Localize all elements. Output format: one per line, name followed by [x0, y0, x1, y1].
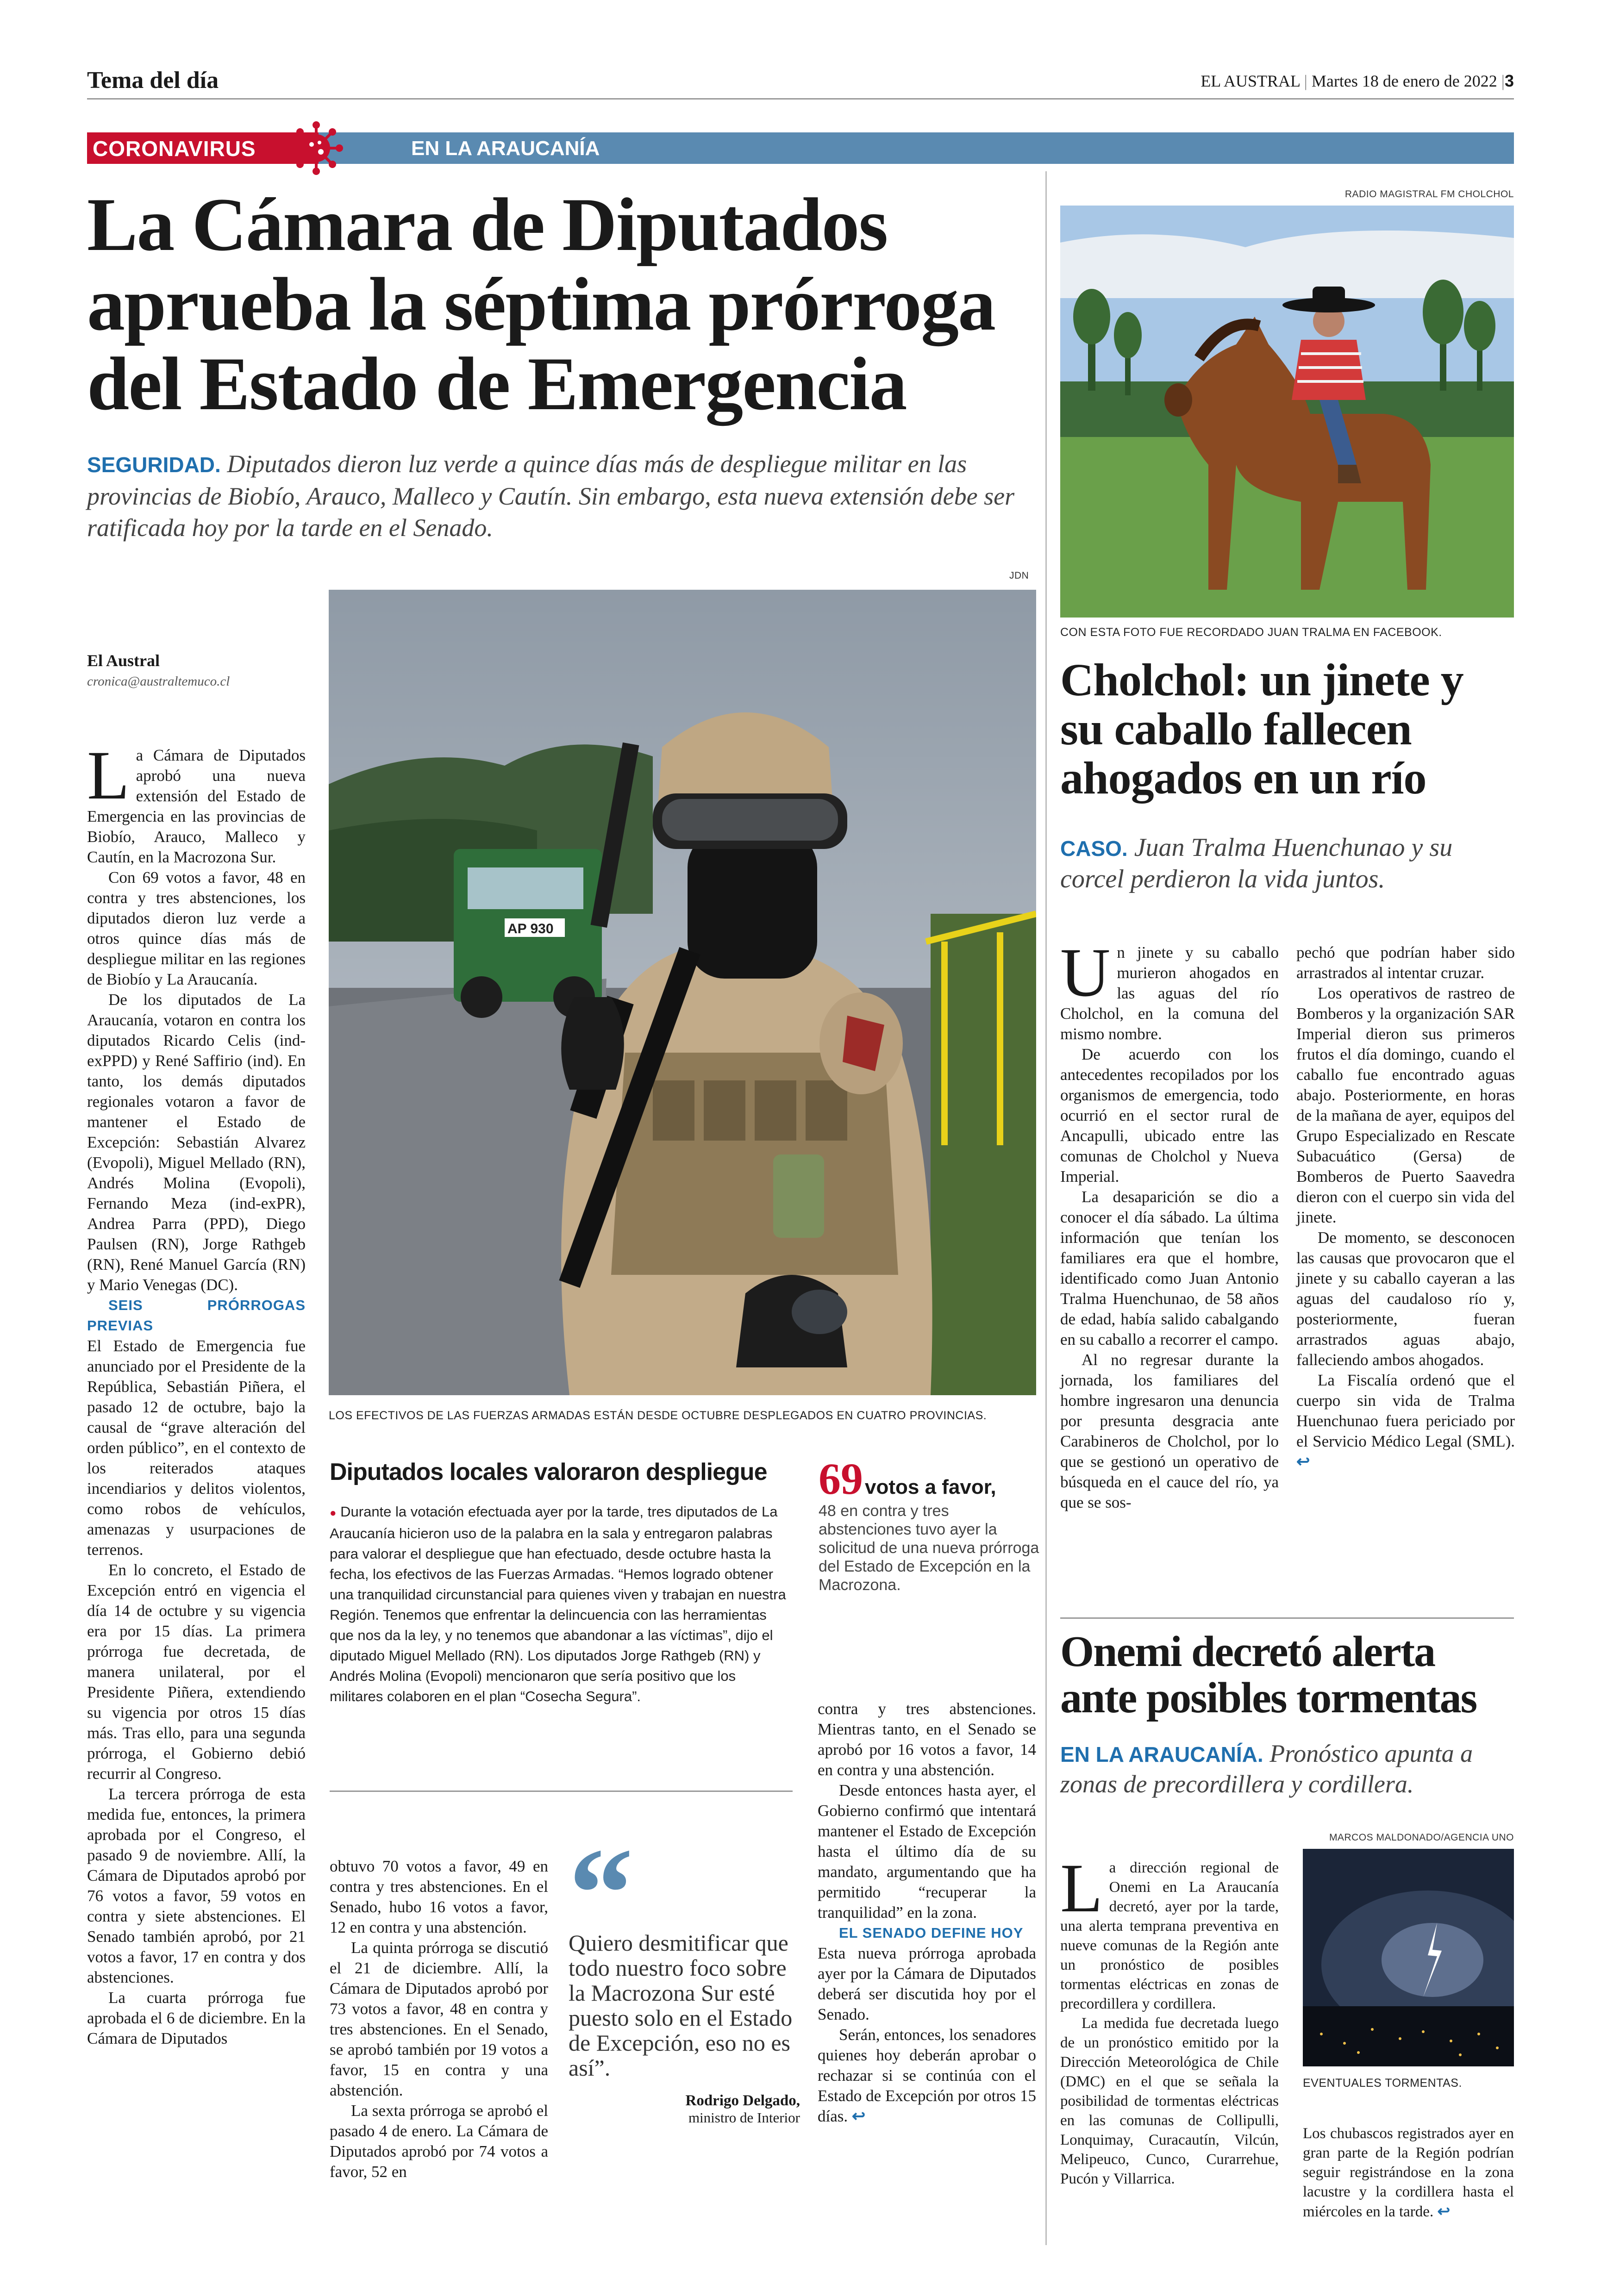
paragraph: La quinta prórroga se discutió el 21 de diciembre. Allí, la Cámara de Diputados aprobó por 73 votos a favor, 48 en contra y tres abstenciones. En el Senado, se aprobó también por 19 votos a favor, 15 en contra y una abstención.: [330, 1939, 548, 2099]
end-mark-icon: ↩: [851, 2107, 866, 2125]
paragraph: pechó que podrían haber sido arrastrados al intentar cruzar.: [1296, 943, 1515, 982]
drop-cap: L: [1060, 1850, 1103, 1927]
side1-lead: CASO. Juan Tralma Huenchunao y su corcel perdieron la vida juntos.: [1060, 833, 1453, 893]
main-photo-credit: JDN: [1009, 570, 1029, 581]
side2-col-a: [1060, 1850, 1279, 2189]
side1-col-a: [1060, 934, 1279, 1513]
side2-lead: EN LA ARAUCANÍA. Pronóstico apunta a zonas de precordillera y cordillera.: [1060, 1740, 1473, 1798]
paragraph: Los operativos de rastreo de Bomberos y la organización SAR Imperial dieron sus primeros frutos el día domingo, cuando el caballo fue encontrado aguas abajo. Posteriormente, en horas de la mañana de ayer, equipos del Grupo Especializado en Rescate Subacuático (Gersa) de Bomberos de Puerto Saavedra dieron con el cuerpo sin vida del jinete.: [1296, 984, 1515, 1226]
paragraph: Los chubascos registrados ayer en gran parte de la Región podrían seguir registrándose en la zona lacustre y la cordillera hasta el miércoles en la tarde. ↩: [1303, 2125, 1514, 2220]
side2-col-b: [1303, 2124, 1514, 2221]
side2-photo: [1303, 1849, 1514, 2066]
paragraph: La tercera prórroga de esta medida fue, entonces, la primera aprobada por el Congreso, el pasado 9 de noviembre. Allí, la Cámara de Diputados aprobó por 76 votos a favor, 59 votos en contra y siete abstenciones. El Senado también aprobó, por 21 votos a favor, 17 en contra y dos abstenciones.: [87, 1785, 306, 1986]
banner-region: EN LA ARAUCANÍA: [411, 137, 600, 160]
drop-cap: L: [87, 737, 130, 814]
side1-headline: Cholchol: un jinete y su caballo fallecen ahogados en un río: [1060, 654, 1463, 804]
stat-number: 69: [819, 1454, 863, 1504]
paragraph: Esta nueva prórroga aprobada ayer por la Cámara de Diputados deberá ser discutida hoy por el Senado.: [818, 1944, 1036, 2023]
side2-headline: Onemi decretó alerta ante posibles tormentas: [1060, 1628, 1477, 1722]
paragraph: contra y tres abstenciones. Mientras tanto, en el Senado se aprobó por 16 votos a favor, 14 en contra y una abstención.: [818, 1700, 1036, 1779]
paragraph: El Estado de Emergencia fue anunciado por el Presidente de la República, Sebastián Piñera, el pasado 12 de octubre, bajo la causal de “grave alteración del orden público”, en el contexto de los reiterados ataques incendiarios y delitos violentos, como robos de vehículos, amenazas y usurpaciones de terrenos.: [87, 1337, 306, 1559]
main-photo-caption: LOS EFECTIVOS DE LAS FUERZAS ARMADAS ESTÁN DESDE OCTUBRE DESPLEGADOS EN CUATRO PROVINCIAS.: [329, 1409, 987, 1422]
quote-mark-icon: “: [569, 1821, 633, 1965]
box-title: Diputados locales valoraron despliegue: [330, 1459, 767, 1485]
paragraph: Con 69 votos a favor, 48 en contra y tres abstenciones, los diputados dieron luz verde a otros quince días más de despliegue militar en las regiones de Biobío y La Araucanía.: [87, 868, 306, 988]
main-lead: [87, 448, 1041, 543]
paper-name: EL AUSTRAL: [1201, 72, 1300, 90]
side2-photo-credit: MARCOS MALDONADO/AGENCIA UNO: [1329, 1832, 1514, 1843]
end-mark-icon: ↩: [1437, 2202, 1451, 2220]
side2-kicker: EN LA ARAUCANÍA.: [1060, 1742, 1263, 1766]
box-bottom-rule: [330, 1791, 793, 1792]
paragraph: La desaparición se dio a conocer el día sábado. La última información que tenían los familiares era que el hombre, identificado como Juan Antonio Tralma Huenchunao, de 58 años de edad, había salido cabalgando en su caballo a recorrer el campo.: [1060, 1188, 1279, 1348]
vehicle-plate: AP 930: [507, 921, 554, 936]
page-header: [87, 65, 1514, 97]
subhead-senado: EL SENADO DEFINE HOY: [839, 1925, 1024, 1941]
paragraph: Serán, entonces, los senadores quienes hoy deberán aprobar o rechazar si se continúa con el Estado de Excepción por otros 15 días. ↩: [818, 2026, 1036, 2125]
end-mark-icon: ↩: [1296, 1453, 1310, 1471]
paragraph: La sexta prórroga se aprobó el pasado 4 de enero. La Cámara de Diputados aprobó por 74 votos a favor, 52 en: [330, 2102, 548, 2181]
side1-col-b: [1296, 942, 1515, 1472]
rider-photo-illustration: [1060, 206, 1514, 618]
section-title: Tema del día: [87, 67, 219, 94]
drop-cap: U: [1060, 934, 1111, 1011]
column-divider: [1045, 171, 1047, 2245]
paragraph: De momento, se desconocen las causas que provocaron que el jinete y su caballo cayeran a las aguas del caudaloso río y, posteriormente, fueran arrastrados aguas abajo, falleciendo ambos ahogados.: [1296, 1229, 1515, 1369]
box-text: ● Durante la votación efectuada ayer por la tarde, tres diputados de La Araucanía hicieron uso de la palabra en la sala y entregaron palabras para valorar el despliegue que han efectuado, desde octubre hasta la fecha, los efectivos de las Fuerzas Armadas. “Hemos logrado obtener una tranquilidad circunstancial para quienes viven y trabajan en nuestra Región. Tenemos que enfrentar la delincuencia con las herramientas que nos da la ley, y no tenemos que abandonar a las víctimas”, dijo el diputado Miguel Mellado (RN). Los diputados Jorge Rathgeb (RN) y Andrés Molina (Evopoli) mencionaron que sería positivo que los militares colaboren en el plan “Cosecha Segura”.: [330, 1504, 786, 1704]
paragraph: La cuarta prórroga fue aprobada el 6 de diciembre. En la Cámara de Diputados: [87, 1989, 306, 2047]
side1-photo-caption: CON ESTA FOTO FUE RECORDADO JUAN TRALMA EN FACEBOOK.: [1060, 626, 1442, 639]
main-headline: La Cámara de Diputados aprueba la séptima prórroga del Estado de Emergencia: [87, 183, 995, 426]
paragraph: En lo concreto, el Estado de Excepción entró en vigencia el día 14 de octubre y su vigencia era por 15 días. La primera prórroga fue decretada, de manera unilateral, por el Presidente Piñera, extendiendo su vigencia por otros 15 días más. Tras ello, para una segunda prórroga, el Gobierno debió recurrir al Congreso.: [87, 1561, 306, 1783]
byline-name: El Austral: [87, 651, 160, 670]
virus-icon: [286, 120, 346, 176]
main-photo: [329, 590, 1036, 1395]
stat-box: [819, 1454, 1040, 1594]
main-kicker: SEGURIDAD.: [87, 453, 221, 477]
paragraph: La Cámara de Diputados aprobó una nueva extensión del Estado de Emergencia en las provincias de Biobío, Arauco, Malleco y Cautín, en la Macrozona Sur.: [87, 737, 306, 866]
main-article-col2: [330, 1856, 548, 2182]
side1-photo: [1060, 206, 1514, 618]
pull-quote: [569, 1821, 800, 2126]
sidebar-box-local-deputies: [330, 1458, 793, 1707]
topic-banner: [87, 132, 1514, 164]
side1-kicker: CASO.: [1060, 836, 1128, 861]
issue-date: Martes 18 de enero de 2022: [1311, 72, 1497, 90]
byline-email: cronica@australtemuco.cl: [87, 674, 230, 689]
bullet-icon: ●: [330, 1507, 337, 1519]
masthead-info: EL AUSTRAL | Martes 18 de enero de 2022 |3: [1201, 71, 1514, 90]
paragraph: obtuvo 70 votos a favor, 49 en contra y tres abstenciones. En el Senado, hubo 16 votos a favor, 12 en contra y una abstención.: [330, 1857, 548, 1936]
header-rule: [87, 98, 1514, 100]
paragraph: La dirección regional de Onemi en La Araucanía decretó, ayer por la tarde, una alerta temprana preventiva en nueve comunas de la Región ante un pronóstico de posibles tormentas eléctricas en zonas de precordillera y cordillera.: [1060, 1850, 1279, 2012]
banner-tag-label: CORONAVIRUS: [93, 137, 256, 161]
paragraph: De acuerdo con los antecedentes recopilados por los organismos de emergencia, todo ocurrió en el sector rural de Ancapulli, ubicado entre las comunas de Cholchol y Nueva Imperial.: [1060, 1045, 1279, 1185]
paragraph: Al no regresar durante la jornada, los familiares del hombre ingresaron una denuncia por presunta desgracia ante Carabineros de Cholchol, por lo que se gestionó un operativo de búsqueda en el cauce del río, ya que se sos-: [1060, 1351, 1279, 1511]
page-number: 3: [1504, 71, 1514, 90]
side1-photo-credit: RADIO MAGISTRAL FM CHOLCHOL: [1344, 189, 1514, 200]
paragraph: La Fiscalía ordenó que el cuerpo sin vida de Tralma Huenchunao fuera periciado por el Servicio Médico Legal (SML). ↩: [1296, 1371, 1515, 1471]
paragraph: De los diputados de La Araucanía, votaron en contra los diputados Ricardo Celis (ind-exPPD) y René Saffirio (ind). En tanto, los demás diputados regionales votaron a favor de mantener el Estado de Excepción: Sebastián Alvarez (Evopoli), Miguel Mellado (RN), Andrés Molina (Evopoli), Fernando Meza (ind-exPR), Andrea Parra (PPD), Diego Paulsen (RN), Jorge Rathgeb (RN), René Manuel García (RN) y Mario Venegas (DC).: [87, 991, 306, 1294]
paragraph: La medida fue decretada luego de un pronóstico emitido por la Dirección Meteorológica de Chile (DMC) en el que se señala la posibilidad de tormentas eléctricas en las comunas de Collipulli, Lonquimay, Curacautín, Vilcún, Melipeuco, Cunco, Curarrehue, Pucón y Villarrica.: [1060, 2015, 1279, 2187]
main-article-col3: [818, 1699, 1036, 2127]
paragraph: Desde entonces hasta ayer, el Gobierno confirmó que intentará mantener el Estado de Excepción hasta el último día de su mandato, argumentando que ha permitido “recuperar la tranquilidad” en la zona.: [818, 1781, 1036, 1922]
main-lead-text: Diputados dieron luz verde a quince días más de despliegue militar en las provincias de Biobío, Arauco, Malleco y Cautín. Sin embargo, esta nueva extensión debe ser ratificada hoy por la tarde en el Senado.: [87, 450, 1015, 542]
stat-headline: [819, 1454, 1040, 1504]
side2-photo-caption: EVENTUALES TORMENTAS.: [1303, 2077, 1462, 2090]
stat-text: 48 en contra y tres abstenciones tuvo ayer la solicitud de una nueva prórroga del Estado de Excepción en la Macrozona.: [819, 1502, 1039, 1594]
stat-label: votos a favor,: [865, 1476, 996, 1498]
main-article-col1: [87, 737, 306, 2049]
side-divider: [1060, 1617, 1514, 1619]
byline: [87, 651, 309, 689]
quote-role: ministro de Interior: [688, 2109, 800, 2126]
quote-author: Rodrigo Delgado,: [685, 2092, 800, 2109]
soldier-photo-illustration: [329, 590, 1036, 1395]
subhead-previas: SEIS PRÓRROGAS PREVIAS: [87, 1297, 306, 1334]
quote-text: Quiero desmitificar que todo nuestro foco sobre la Macrozona Sur esté puesto solo en el Estado de Excepción, eso no es así”.: [569, 1930, 793, 2081]
lightning-photo-illustration: [1303, 1849, 1514, 2066]
paragraph: Un jinete y su caballo murieron ahogados en las aguas del río Cholchol, en la comuna del mismo nombre.: [1060, 934, 1279, 1043]
